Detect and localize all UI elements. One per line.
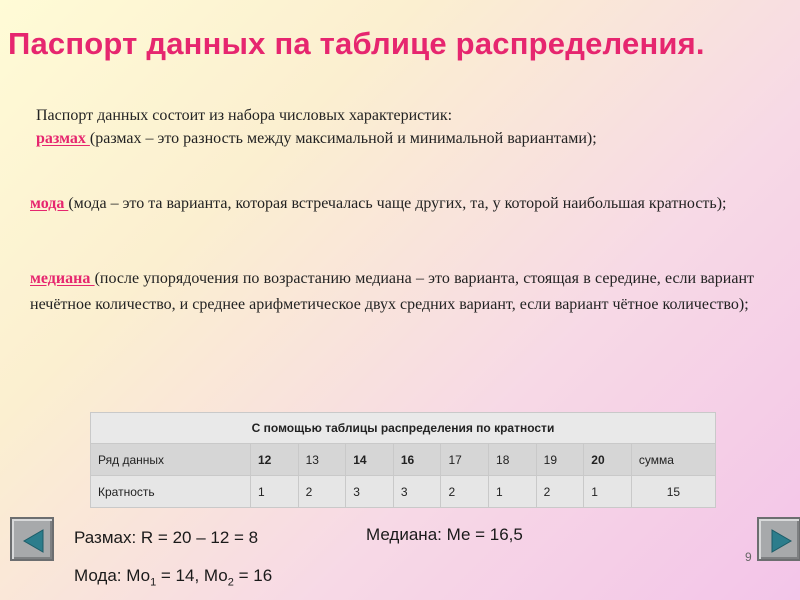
value-cell: 17	[441, 444, 489, 476]
arrow-right-icon	[768, 528, 794, 554]
count-cell: 1	[584, 476, 632, 508]
table-caption: С помощью таблицы распределения по кратности	[91, 413, 716, 444]
range-result: Размах: R = 20 – 12 = 8	[74, 528, 259, 547]
range-definition	[36, 126, 756, 152]
count-cell: 2	[536, 476, 584, 508]
arrow-left-icon	[21, 528, 47, 554]
mode-text: (мода – это та варианта, которая встречалась чаще других, та, у которой наибольшая кратность);	[68, 195, 727, 212]
value-cell: 19	[536, 444, 584, 476]
count-cell: 1	[251, 476, 299, 508]
prev-slide-button[interactable]	[10, 517, 54, 561]
count-cell: 2	[298, 476, 346, 508]
table-row-values	[91, 444, 716, 476]
count-cell: 3	[393, 476, 441, 508]
mode-mid: = 14, Мо	[156, 566, 228, 585]
mode-term: мода	[30, 195, 69, 212]
mode-prefix: Мода: Мо	[74, 566, 151, 585]
mode-result	[74, 566, 272, 588]
value-cell: 13	[298, 444, 346, 476]
table-row-counts	[91, 476, 716, 508]
median-result: Медиана: Ме = 16,5	[366, 525, 523, 544]
value-cell: 20	[584, 444, 632, 476]
mode-subscript-1: 1	[150, 576, 157, 589]
slide-title: Паспорт данных па таблице распределения.	[8, 26, 705, 61]
distribution-table	[90, 412, 716, 508]
value-cell: 12	[251, 444, 299, 476]
count-cell: 2	[441, 476, 489, 508]
range-term: размах	[36, 130, 90, 147]
intro-text: Паспорт данных состоит из набора числовых характеристик:	[36, 107, 453, 124]
value-cell: 18	[489, 444, 537, 476]
mode-definition	[30, 191, 735, 217]
row-label-values: Ряд данных	[91, 444, 251, 476]
count-cell: 1	[489, 476, 537, 508]
mode-suffix: = 16	[233, 566, 273, 585]
row-label-counts: Кратность	[91, 476, 251, 508]
mode-subscript-2: 2	[227, 576, 234, 589]
page-number: 9	[745, 550, 752, 564]
median-definition	[30, 266, 754, 318]
count-cell: 3	[346, 476, 394, 508]
value-cell: 14	[346, 444, 394, 476]
value-cell: 16	[393, 444, 441, 476]
range-text: (размах – это разность между максимальной и минимальной вариантами);	[89, 130, 597, 147]
sum-value-cell: 15	[631, 476, 715, 508]
median-term: медиана	[30, 270, 95, 287]
sum-label-cell: сумма	[631, 444, 715, 476]
next-slide-button[interactable]	[757, 517, 800, 561]
median-text: (после упорядочения по возрастанию медиана – это варианта, стоящая в середине, если вариант нечётное количество, и среднее арифметическое двух средних вариант, если вариант чётное количество);	[30, 270, 754, 313]
